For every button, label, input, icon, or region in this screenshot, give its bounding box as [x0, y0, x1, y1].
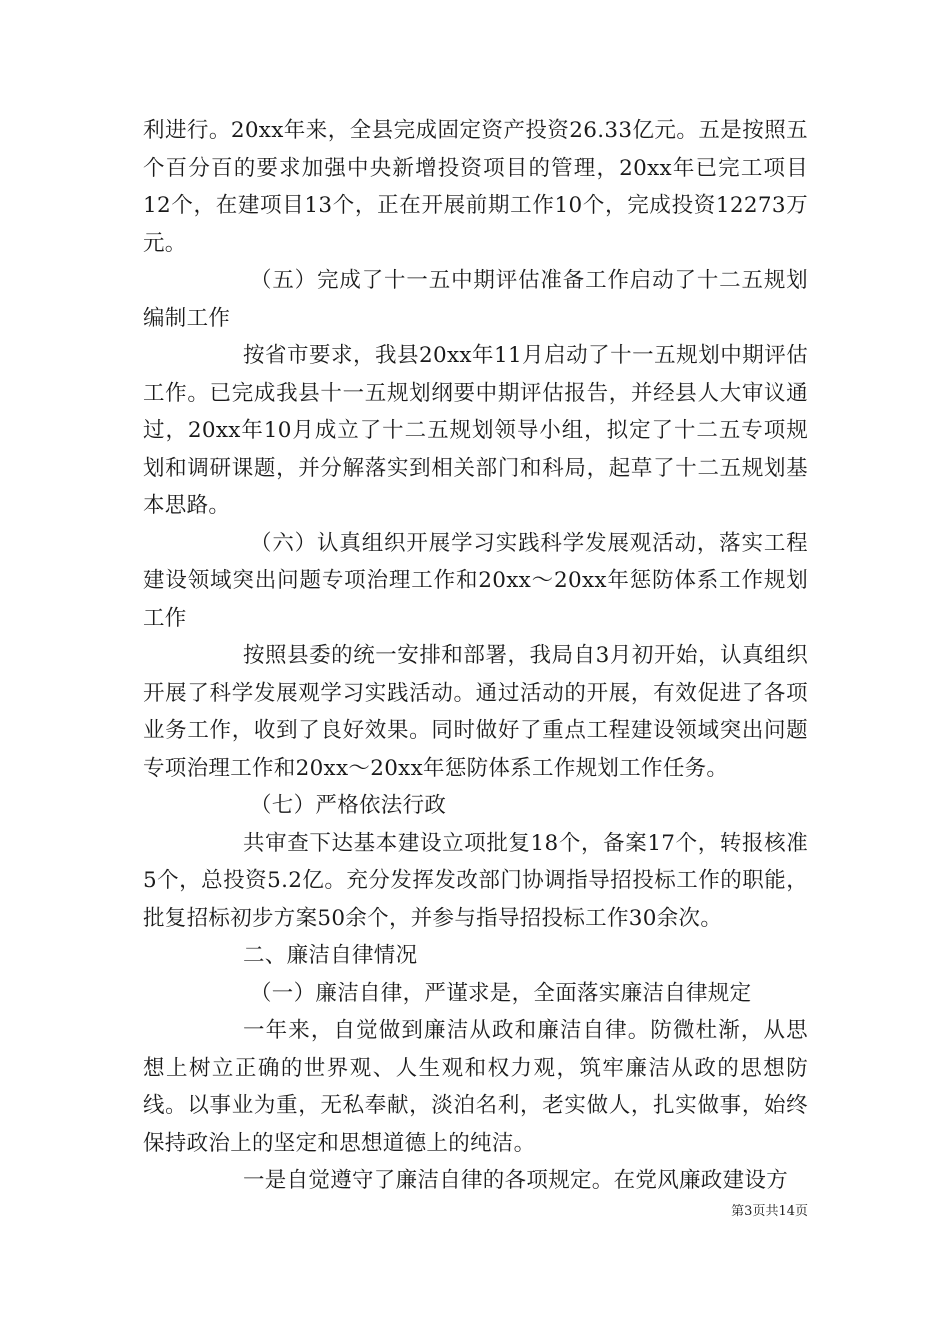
subsection-heading: （五）完成了十一五中期评估准备工作启动了十二五规划编制工作	[143, 268, 808, 331]
document-body	[143, 112, 808, 1200]
paragraph: 按省市要求，我县20xx年11月启动了十一五规划中期评估工作。已完成我县十一五规划纲要中期评估报告，并经县人大审议通过，20xx年10月成立了十二五规划领导小组，拟定了十二五专项规划和调研课题，并分解落实到相关部门和科局，起草了十二五规划基本思路。	[143, 343, 808, 518]
subsection-heading: （一）廉洁自律，严谨求是，全面落实廉洁自律规定	[250, 980, 752, 1006]
subsection-heading: （七）严格依法行政	[250, 793, 447, 818]
section-heading: 二、廉洁自律情况	[243, 943, 418, 968]
paragraph: 一是自觉遵守了廉洁自律的各项规定。在党风廉政建设方	[243, 1168, 789, 1193]
page-number-footer: 第3页共14页	[731, 1204, 808, 1219]
paragraph: 一年来，自觉做到廉洁从政和廉洁自律。防微杜渐，从思想上树立正确的世界观、人生观和权力观，筑牢廉洁从政的思想防线。以事业为重，无私奉献，淡泊名利，老实做人，扎实做事，始终保持政治上的坚定和思想道德上的纯洁。	[143, 1018, 808, 1156]
paragraph: 利进行。20xx年来，全县完成固定资产投资26.33亿元。五是按照五个百分百的要求加强中央新增投资项目的管理，20xx年已完工项目12个，在建项目13个，正在开展前期工作10个，完成投资12273万元。	[143, 118, 808, 256]
subsection-heading: （六）认真组织开展学习实践科学发展观活动，落实工程建设领域突出问题专项治理工作和20xx～20xx年惩防体系工作规划工作	[143, 530, 808, 631]
paragraph: 按照县委的统一安排和部署，我局自3月初开始，认真组织开展了科学发展观学习实践活动。通过活动的开展，有效促进了各项业务工作，收到了良好效果。同时做好了重点工程建设领域突出问题专项治理工作和20xx～20xx年惩防体系工作规划工作任务。	[143, 643, 808, 781]
paragraph: 共审查下达基本建设立项批复18个，备案17个，转报核准5个，总投资5.2亿。充分发挥发改部门协调指导招投标工作的职能，批复招标初步方案50余个，并参与指导招投标工作30余次。	[143, 830, 808, 931]
